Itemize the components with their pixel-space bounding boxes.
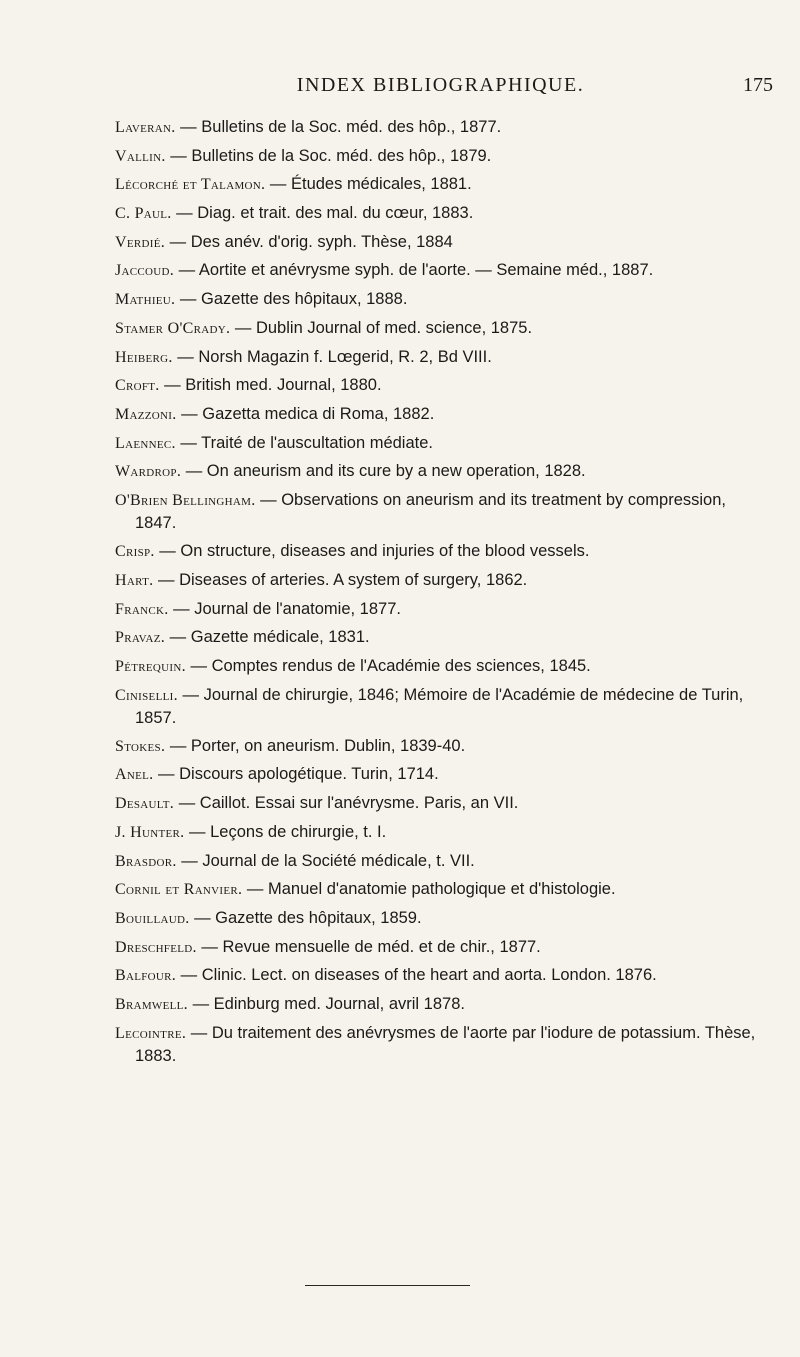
entry-separator: — bbox=[165, 232, 191, 251]
entry-author: Anel. bbox=[115, 766, 154, 784]
entry-separator: — bbox=[175, 118, 202, 136]
entry-reference: Edinburg med. Journal, avril 1878. bbox=[213, 994, 465, 1013]
entry-separator: — bbox=[187, 994, 214, 1013]
bibliography-entry bbox=[115, 259, 770, 283]
bibliography-entry bbox=[115, 626, 770, 650]
entry-separator: — bbox=[165, 146, 192, 165]
entry-separator: — bbox=[165, 736, 191, 755]
page-title: INDEX BIBLIOGRAPHIQUE. bbox=[296, 74, 585, 96]
entry-author: Vallin. bbox=[115, 147, 166, 165]
entry-separator: — bbox=[153, 570, 180, 589]
bibliography-entry bbox=[115, 540, 770, 564]
entry-separator: — bbox=[196, 937, 223, 956]
entry-author: Brasdor. bbox=[115, 852, 177, 870]
entry-separator: — bbox=[175, 290, 202, 309]
entry-reference: Gazette des hôpitaux, 1859. bbox=[215, 908, 422, 927]
entry-author: Lecointre. bbox=[115, 1024, 187, 1042]
bibliography-entry bbox=[115, 792, 770, 816]
entry-author: C. Paul. bbox=[115, 205, 172, 223]
entry-separator: — bbox=[153, 765, 180, 784]
entry-reference: Gazette médicale, 1831. bbox=[190, 628, 370, 647]
entry-separator: — bbox=[185, 656, 212, 675]
bibliography-list bbox=[115, 116, 770, 1073]
end-rule bbox=[305, 1285, 470, 1286]
entry-reference: Diseases of arteries. A system of surgery, 1862. bbox=[179, 570, 528, 589]
entry-reference: Des anév. d'orig. syph. Thèse, 1884 bbox=[190, 232, 453, 251]
entry-separator: — bbox=[171, 204, 198, 223]
entry-separator: — bbox=[174, 794, 200, 813]
bibliography-entry bbox=[115, 850, 770, 874]
entry-author: O'Brien Bellingham. bbox=[115, 491, 256, 509]
entry-author: Laennec. bbox=[115, 434, 176, 452]
bibliography-entry bbox=[115, 231, 770, 255]
entry-reference: On aneurism and its cure by a new operation, 1828. bbox=[206, 462, 586, 481]
bibliography-entry bbox=[115, 1022, 770, 1068]
entry-author: Stamer O'Crady. bbox=[115, 319, 231, 337]
bibliography-entry bbox=[115, 907, 770, 931]
entry-author: Desault. bbox=[115, 795, 175, 813]
running-head bbox=[108, 74, 773, 106]
entry-separator: — bbox=[177, 685, 204, 704]
entry-separator: — bbox=[255, 490, 282, 509]
bibliography-entry bbox=[115, 202, 770, 226]
bibliography-entry bbox=[115, 489, 770, 535]
bibliography-entry bbox=[115, 735, 770, 759]
entry-separator: — bbox=[265, 175, 291, 194]
entry-reference: Leçons de chirurgie, t. I. bbox=[210, 822, 387, 841]
bibliography-entry bbox=[115, 173, 770, 197]
entry-author: Mathieu. bbox=[115, 291, 176, 309]
entry-reference: Manuel d'anatomie pathologique et d'histologie. bbox=[268, 880, 616, 899]
entry-reference: Diag. et trait. des mal. du cœur, 1883. bbox=[197, 204, 474, 223]
entry-reference: Gazetta medica di Roma, 1882. bbox=[202, 404, 435, 423]
bibliography-entry bbox=[115, 684, 770, 730]
entry-reference: Journal de chirurgie, 1846; Mémoire de l'Académie de médecine de Turin, 1857. bbox=[135, 685, 744, 728]
entry-separator: — bbox=[176, 851, 203, 870]
bibliography-entry bbox=[115, 655, 770, 679]
entry-reference: Discours apologétique. Turin, 1714. bbox=[179, 765, 439, 784]
entry-separator: — bbox=[176, 404, 203, 423]
entry-author: Cornil et Ranvier. bbox=[115, 881, 243, 899]
entry-author: Dreschfeld. bbox=[115, 938, 197, 956]
entry-author: Bouillaud. bbox=[115, 909, 190, 927]
entry-author: Laveran. bbox=[115, 119, 176, 136]
entry-reference: Journal de l'anatomie, 1877. bbox=[194, 599, 401, 618]
entry-author: Hart. bbox=[115, 571, 154, 589]
bibliography-entry bbox=[115, 403, 770, 427]
entry-author: Lécorché et Talamon. bbox=[115, 176, 266, 194]
entry-reference: Caillot. Essai sur l'anévrysme. Paris, an VII. bbox=[199, 794, 519, 813]
bibliography-entry bbox=[115, 569, 770, 593]
bibliography-entry bbox=[115, 288, 770, 312]
entry-separator: — bbox=[174, 261, 199, 280]
entry-separator: — bbox=[184, 822, 211, 841]
entry-author: Wardrop. bbox=[115, 463, 182, 481]
page-number: 175 bbox=[743, 74, 773, 96]
entry-separator: — bbox=[154, 542, 181, 561]
entry-reference: Observations on aneurism and its treatment by compression, 1847. bbox=[135, 490, 726, 533]
bibliography-entry bbox=[115, 145, 770, 169]
entry-reference: British med. Journal, 1880. bbox=[185, 376, 382, 395]
bibliography-entry bbox=[115, 116, 770, 140]
bibliography-entry bbox=[115, 763, 770, 787]
entry-reference: Journal de la Société médicale, t. VII. bbox=[202, 851, 475, 870]
entry-reference: Norsh Magazin f. Lœgerid, R. 2, Bd VIII. bbox=[198, 347, 492, 366]
entry-separator: — bbox=[172, 347, 199, 366]
entry-author: Franck. bbox=[115, 600, 169, 618]
bibliography-entry bbox=[115, 346, 770, 370]
entry-reference: Revue mensuelle de méd. et de chir., 1877. bbox=[222, 937, 541, 956]
bibliography-entry bbox=[115, 821, 770, 845]
entry-reference: Clinic. Lect. on diseases of the heart and aorta. London. 1876. bbox=[201, 966, 657, 985]
entry-author: Balfour. bbox=[115, 967, 177, 985]
entry-separator: — bbox=[186, 1023, 212, 1042]
entry-author: Croft. bbox=[115, 377, 160, 395]
entry-reference: Traité de l'auscultation médiate. bbox=[201, 433, 433, 452]
entry-separator: — bbox=[168, 599, 195, 618]
bibliography-entry bbox=[115, 993, 770, 1017]
entry-author: Bramwell. bbox=[115, 995, 188, 1013]
entry-author: Stokes. bbox=[115, 737, 166, 755]
bibliography-entry bbox=[115, 460, 770, 484]
entry-author: Pravaz. bbox=[115, 629, 166, 647]
entry-reference: Porter, on aneurism. Dublin, 1839-40. bbox=[190, 736, 466, 755]
entry-author: Mazzoni. bbox=[115, 405, 177, 423]
bibliography-entry bbox=[115, 936, 770, 960]
entry-author: Jaccoud. bbox=[115, 262, 175, 280]
entry-author: J. Hunter. bbox=[115, 823, 185, 841]
bibliography-entry bbox=[115, 317, 770, 341]
entry-reference: Études médicales, 1881. bbox=[290, 175, 472, 194]
entry-reference: Bulletins de la Soc. méd. des hôp., 1879. bbox=[191, 146, 492, 165]
entry-separator: — bbox=[189, 908, 216, 927]
entry-reference: Du traitement des anévrysmes de l'aorte par l'iodure de potassium. Thèse, 1883. bbox=[135, 1023, 756, 1066]
entry-separator: — bbox=[230, 318, 256, 337]
bibliography-entry bbox=[115, 878, 770, 902]
entry-reference: Aortite et anévrysme syph. de l'aorte. — Semaine méd., 1887. bbox=[198, 261, 654, 280]
entry-reference: On structure, diseases and injuries of the blood vessels. bbox=[180, 542, 590, 561]
entry-reference: Bulletins de la Soc. méd. des hôp., 1877. bbox=[201, 118, 502, 136]
entry-separator: — bbox=[159, 376, 186, 395]
entry-author: Crisp. bbox=[115, 543, 155, 561]
bibliography-entry bbox=[115, 964, 770, 988]
entry-separator: — bbox=[181, 462, 207, 481]
entry-author: Verdié. bbox=[115, 233, 166, 251]
entry-separator: — bbox=[242, 880, 269, 899]
entry-separator: — bbox=[165, 628, 191, 647]
entry-separator: — bbox=[176, 966, 202, 985]
entry-author: Heiberg. bbox=[115, 348, 173, 366]
bibliography-entry bbox=[115, 374, 770, 398]
entry-reference: Gazette des hôpitaux, 1888. bbox=[201, 290, 408, 309]
bibliography-entry bbox=[115, 598, 770, 622]
entry-author: Pétrequin. bbox=[115, 657, 186, 675]
entry-separator: — bbox=[175, 433, 202, 452]
entry-author: Ciniselli. bbox=[115, 686, 178, 704]
bibliography-entry bbox=[115, 432, 770, 456]
entry-reference: Dublin Journal of med. science, 1875. bbox=[255, 318, 533, 337]
entry-reference: Comptes rendus de l'Académie des sciences, 1845. bbox=[211, 656, 591, 675]
